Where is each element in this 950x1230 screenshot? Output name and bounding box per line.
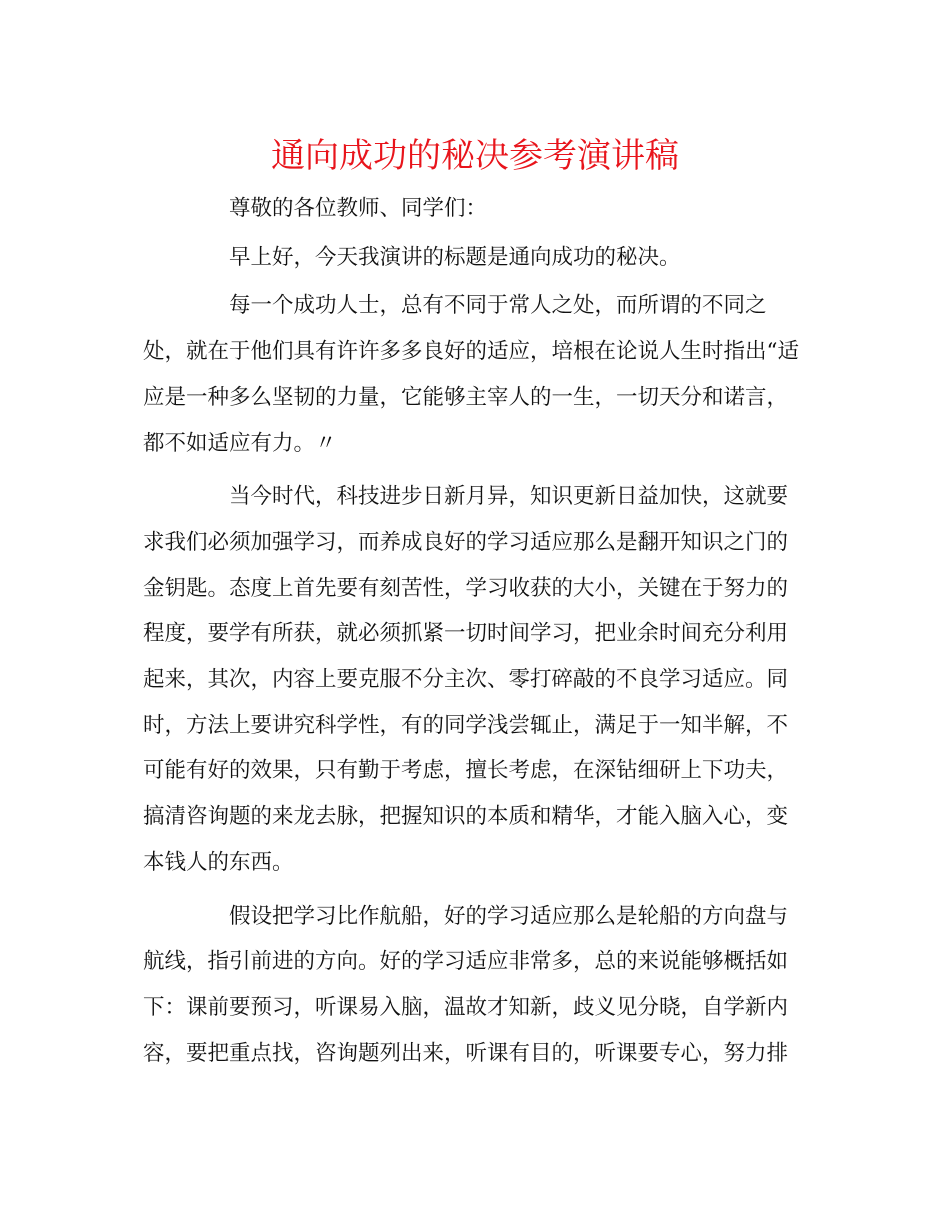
body-paragraph: 每一个成功人士，总有不同于常人之处，而所谓的不同之处，就在于他们具有许许多多良好的适应，培根在论说人生时指出“适应是一种多么坚韧的力量，它能够主宰人的一生，一切天分和诺言，都不如适应有力。〃 xyxy=(143,293,799,456)
body-paragraph: 当今时代，科技进步日新月异，知识更新日益加快，这就要求我们必须加强学习，而养成良好的学习适应那么是翻开知识之门的金钥匙。态度上首先要有刻苦性，学习收获的大小，关键在于努力的程度，要学有所获，就必须抓紧一切时间学习，把业余时间充分利用起来，其次，内容上要克服不分主次、零打碎敲的不良学习适应。同时，方法上要讲究科学性，有的同学浅尝辄止，满足于一知半解，不可能有好的效果，只有勤于考虑，擅长考虑，在深钻细研上下功夫，搞清咨询题的来龙去脉，把握知识的本质和精华，才能入脑入心，变本钱人的东西。 xyxy=(143,484,789,875)
greeting-paragraph: 早上好，今天我演讲的标题是通向成功的秘决。 xyxy=(229,244,681,270)
document-body xyxy=(143,186,803,1076)
body-paragraph: 假设把学习比作航船，好的学习适应那么是轮船的方向盘与航线，指引前进的方向。好的学习适应非常多，总的来说能够概括如下：课前要预习，听课易入脑，温故才知新，歧义见分晓，自学新内容，要把重点找，咨询题列出来，听课有目的，听课要专心，努力排 xyxy=(143,903,789,1066)
salutation-paragraph: 尊敬的各位教师、同学们： xyxy=(229,196,488,221)
document-title: 通向成功的秘决参考演讲稿 xyxy=(271,136,679,176)
